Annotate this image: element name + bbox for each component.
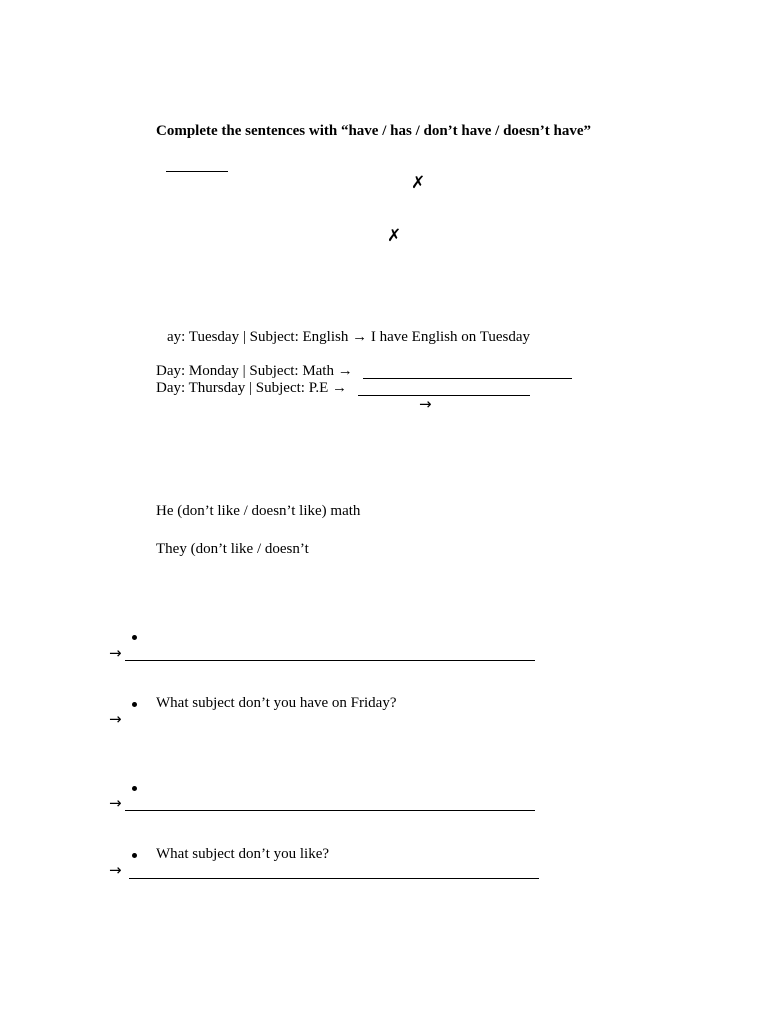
- bullet-icon: [132, 702, 137, 707]
- answer-blank-line[interactable]: [129, 878, 539, 879]
- schedule-item-thursday: Day: Thursday | Subject: P.E →: [156, 380, 348, 396]
- schedule-item-monday: Day: Monday | Subject: Math →: [156, 363, 353, 379]
- answer-arrow-icon: →: [109, 794, 122, 812]
- cross-mark-icon: ✗: [387, 226, 402, 246]
- like-sentence-2: They (don’t like / doesn’t: [156, 541, 309, 557]
- example-sentence: ay: Tuesday | Subject: English → I have English on Tuesday: [167, 329, 531, 345]
- like-sentence-1: He (don’t like / doesn’t like) math: [156, 503, 361, 519]
- answer-arrow-icon: →: [109, 861, 122, 879]
- answer-blank-line[interactable]: [125, 810, 535, 811]
- worksheet-title: Complete the sentences with “have / has / don’t have / doesn’t have”: [156, 123, 591, 139]
- answer-blank-line[interactable]: [125, 660, 535, 661]
- bullet-icon: [132, 635, 137, 640]
- answer-arrow-icon: →: [109, 710, 122, 728]
- title-blank-line: [166, 171, 228, 172]
- answer-arrow-icon: →: [109, 644, 122, 662]
- bullet-icon: [132, 786, 137, 791]
- question-text: What subject don’t you like?: [156, 846, 330, 862]
- answer-blank-line[interactable]: [363, 378, 572, 379]
- bullet-icon: [132, 853, 137, 858]
- cross-mark-icon: ✗: [411, 173, 426, 193]
- arrow-icon: →: [419, 395, 432, 413]
- question-text: What subject don’t you have on Friday?: [156, 695, 397, 711]
- answer-blank-line[interactable]: [358, 395, 530, 396]
